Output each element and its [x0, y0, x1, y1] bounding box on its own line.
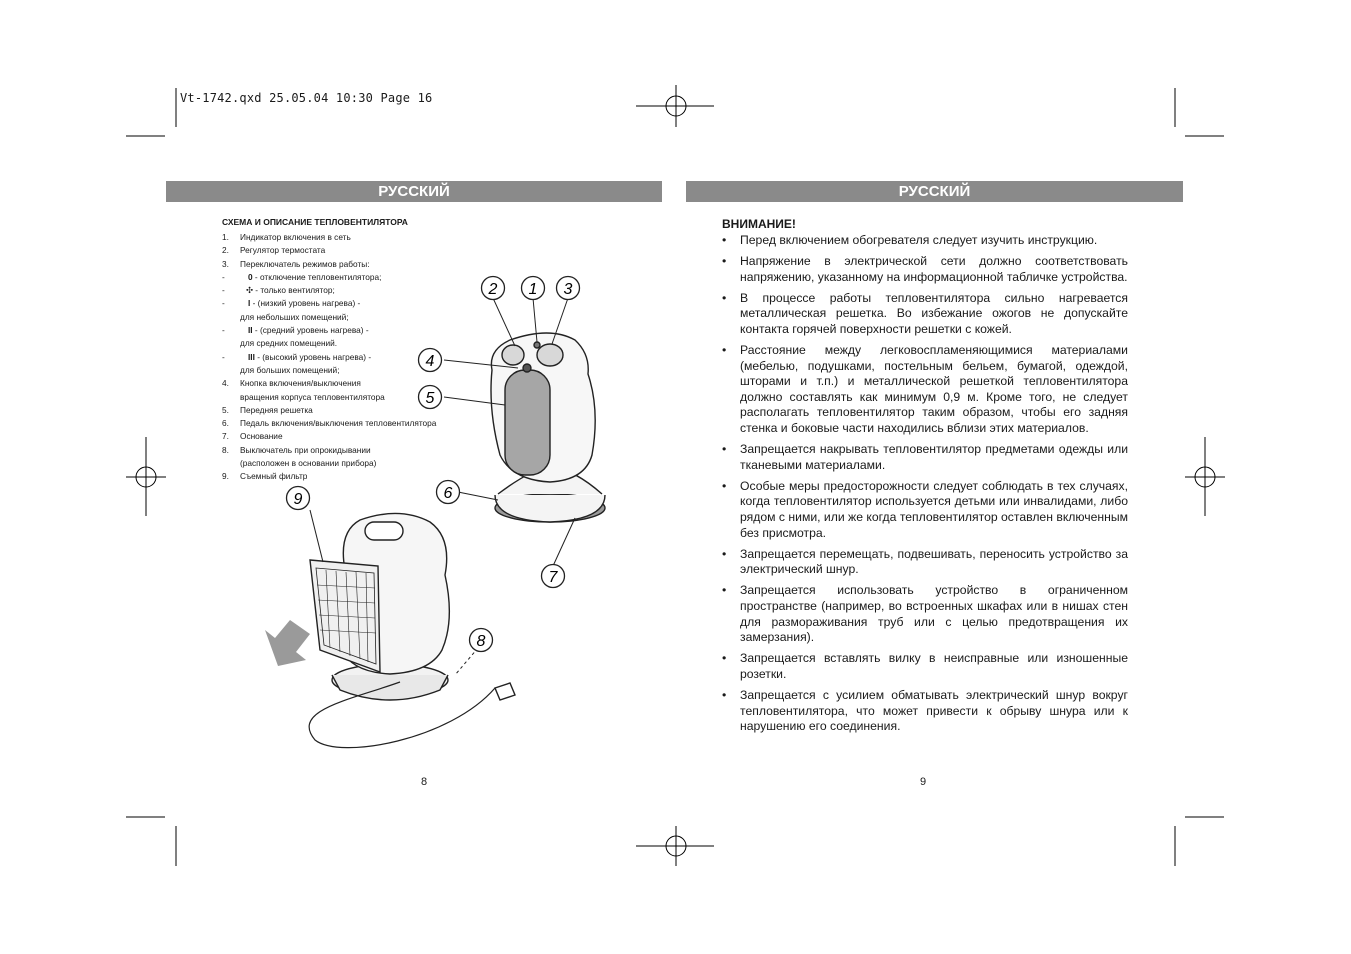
- legend-number: 3.: [222, 258, 229, 269]
- legend-number: 4.: [222, 378, 229, 389]
- callout-6: [437, 481, 460, 504]
- page-number-right: 9: [920, 776, 927, 788]
- warning-item: [722, 254, 1128, 285]
- legend-text-wrap: [240, 244, 325, 257]
- bullet-mark: •: [722, 478, 727, 493]
- warning-item: [722, 583, 1128, 645]
- legend-text: (расположен в основании прибора): [240, 458, 377, 469]
- legend-text: Педаль включения/выключения тепловентилятора: [240, 418, 437, 429]
- legend-text: - только вентилятор;: [252, 285, 335, 296]
- svg-text:2: 2: [488, 281, 498, 298]
- callout-9: [287, 487, 310, 510]
- bullet-mark: •: [722, 583, 727, 598]
- mode-symbol: II: [248, 325, 253, 336]
- warning-item: [722, 547, 1128, 578]
- legend-text: Регулятор термостата: [240, 245, 326, 256]
- bullet-mark: •: [722, 233, 727, 247]
- warning-text: Запрещается накрывать тепловентилятор предметами одежды или тканевыми материалами.: [740, 442, 1128, 472]
- warning-item: [722, 651, 1128, 682]
- callout-2: [482, 277, 505, 300]
- legend-text: - (низкий уровень нагрева) -: [250, 298, 361, 309]
- heater-front-illustration: [491, 333, 605, 522]
- warning-text: Запрещается с усилием обматывать электрический шнур вокруг тепловентилятора, что может привести к обрыву шнура или к нарушению его соединения.: [740, 687, 1128, 734]
- warning-title: ВНИМАНИЕ!: [722, 217, 796, 231]
- legend-text: для небольших помещений;: [240, 311, 349, 322]
- legend-number: 8.: [222, 444, 229, 455]
- legend-number: 5.: [222, 404, 229, 415]
- heater-diagram: [230, 270, 650, 750]
- legend-text: Индикатор включения в сеть: [240, 232, 351, 242]
- warning-item: [722, 442, 1128, 473]
- svg-text:7: 7: [548, 569, 558, 586]
- bullet-mark: •: [722, 546, 727, 561]
- legend-number: -: [222, 271, 225, 282]
- legend-number: 6.: [222, 418, 229, 429]
- svg-text:6: 6: [443, 485, 453, 502]
- legend-text: Выключатель при опрокидывании: [240, 444, 371, 455]
- legend-text: для средних помещений.: [240, 338, 338, 349]
- legend-text: Основание: [240, 431, 283, 442]
- callout-8: [470, 629, 493, 652]
- legend-item: [222, 258, 482, 271]
- bullet-mark: •: [722, 442, 727, 457]
- mode-symbol: III: [248, 351, 255, 362]
- warning-text: В процессе работы тепловентилятора сильно нагревается металлическая решетка. Во избежание ожогов не допускайте контакта горячей поверхности решетки с кожей.: [740, 290, 1128, 336]
- warning-text: Напряжение в электрической сети должно соответствовать напряжению, указанному на информационной табличке устройства.: [740, 254, 1128, 284]
- bullet-mark: •: [722, 651, 727, 666]
- legend-text: Кнопка включения/выключения: [240, 378, 361, 389]
- legend-number: -: [222, 325, 225, 336]
- bullet-mark: •: [722, 687, 727, 702]
- warning-text: Запрещается использовать устройство в ограниченном пространстве (например, во встроенных шкафах или в нишах стен для размораживания труб или с целью предотвращения их замерзания).: [740, 583, 1128, 645]
- bullet-mark: •: [722, 254, 727, 269]
- file-slug: Vt-1742.qxd 25.05.04 10:30 Page 16: [180, 91, 433, 105]
- language-banner-right: РУССКИЙ: [686, 181, 1183, 202]
- svg-text:5: 5: [425, 390, 435, 407]
- legend-text-wrap: [240, 258, 370, 271]
- warning-text: Особые меры предосторожности следует соблюдать в тех случаях, когда тепловентилятор используется детьми или инвалидами, либо рядом с ними, или же когда тепловентилятор оставлен включенным без присмотра.: [740, 478, 1128, 540]
- warning-text: Перед включением обогревателя следует изучить инструкцию.: [740, 233, 1098, 247]
- legend-number: 9.: [222, 471, 229, 482]
- callout-1: [522, 277, 545, 300]
- legend-text: Переключатель режимов работы:: [240, 258, 370, 269]
- legend-number: -: [222, 285, 225, 296]
- bullet-mark: •: [722, 290, 727, 305]
- mode-symbol: 0: [248, 271, 253, 282]
- page-number-left: 8: [421, 776, 428, 788]
- callout-5: [419, 386, 442, 409]
- callout-7: [542, 565, 565, 588]
- svg-text:4: 4: [425, 353, 435, 370]
- legend-number: 1.: [222, 232, 229, 242]
- warning-item: [722, 479, 1128, 541]
- legend-text: - (высокий уровень нагрева) -: [254, 351, 372, 362]
- legend-text: вращения корпуса тепловентилятора: [240, 391, 385, 402]
- diagram-title: СХЕМА И ОПИСАНИЕ ТЕПЛОВЕНТИЛЯТОРА: [222, 217, 408, 227]
- legend-text: - отключение тепловентилятора;: [252, 271, 382, 282]
- svg-text:1: 1: [528, 281, 538, 298]
- warning-text: Запрещается вставлять вилку в неисправные или изношенные розетки.: [740, 651, 1128, 681]
- legend-item: [222, 244, 482, 257]
- legend-number: 2.: [222, 245, 229, 256]
- warning-item: [722, 233, 1128, 249]
- legend-text: - (средний уровень нагрева) -: [252, 325, 369, 336]
- legend-text: Передняя решетка: [240, 404, 313, 415]
- callout-3: [557, 277, 580, 300]
- svg-text:3: 3: [563, 281, 573, 298]
- mode-symbol: I: [248, 298, 251, 309]
- legend-item: [222, 231, 482, 244]
- warning-text: Запрещается перемещать, подвешивать, переносить устройство за электрический шнур.: [740, 546, 1128, 577]
- warning-text: Расстояние между легковоспламеняющимися материалами (мебелью, подушками, постельным бельем, бумагой, одеждой, шторами и т.п.) и металлической решеткой тепловентилятора должно составлять как минимум 0,9 м. Кроме того, не следует располагать тепловентилятор таким образом, чтобы его задняя стенка и боковые части находились вблизи этих материалов.: [740, 343, 1128, 436]
- warning-item: [722, 291, 1128, 338]
- legend-number: 7.: [222, 431, 229, 442]
- legend-text: для больших помещений;: [240, 364, 340, 375]
- legend-text: Съемный фильтр: [240, 471, 308, 482]
- bullet-mark: •: [722, 343, 727, 358]
- callout-4: [419, 349, 442, 372]
- svg-text:8: 8: [476, 633, 486, 650]
- fan-icon: ✣: [246, 285, 253, 296]
- legend-text-wrap: [240, 231, 351, 244]
- warning-item: [722, 343, 1128, 437]
- legend-number: -: [222, 351, 225, 362]
- language-banner-left: РУССКИЙ: [166, 181, 662, 202]
- warning-list: [722, 233, 1128, 740]
- svg-text:9: 9: [293, 491, 303, 508]
- legend-number: -: [222, 298, 225, 309]
- warning-item: [722, 688, 1128, 735]
